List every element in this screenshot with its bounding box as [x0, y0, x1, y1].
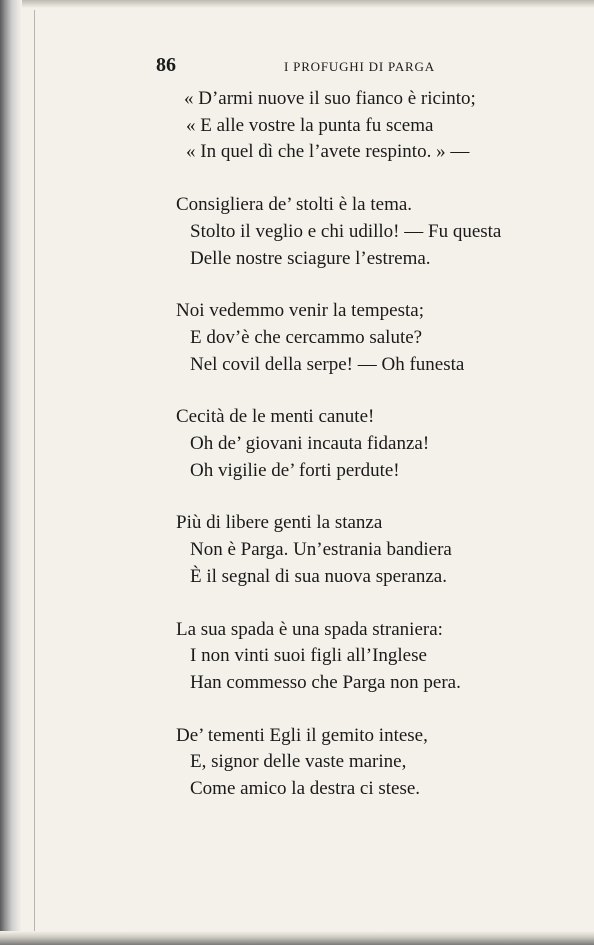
stanza — [0, 298, 594, 378]
page-top-edge — [0, 0, 594, 8]
stanza — [0, 86, 594, 166]
verse-line: Nel covil della serpe! — Oh funesta — [190, 353, 465, 375]
verse-line: La sua spada è una spada straniera: — [176, 618, 443, 640]
stanza — [0, 723, 594, 803]
poem-text — [0, 86, 594, 829]
running-title: I PROFUGHI DI PARGA — [284, 59, 435, 74]
verse-line: Noi vedemmo venir la tempesta; — [176, 300, 424, 322]
verse-line: Più di libere genti la stanza — [176, 512, 383, 534]
stanza — [0, 617, 594, 697]
verse-line: Non è Parga. Un’estrania bandiera — [190, 539, 452, 561]
verse-line: I non vinti suoi figli all’Inglese — [190, 645, 427, 667]
verse-line: Stolto il veglio e chi udillo! — Fu questa — [190, 220, 502, 242]
verse-line: Cecità de le menti canute! — [176, 406, 375, 428]
verse-line: « E alle vostre la punta fu scema — [186, 114, 434, 136]
stanza — [0, 192, 594, 272]
page-number: 86 — [156, 54, 176, 76]
verse-line: È il segnal di sua nuova speranza. — [190, 565, 447, 587]
verse-line: Oh de’ giovani incauta fidanza! — [190, 433, 430, 455]
verse-line: Oh vigilie de’ forti perdute! — [190, 459, 400, 481]
verse-line: De’ tementi Egli il gemito intese, — [176, 724, 428, 746]
page-header — [156, 54, 476, 78]
verse-line: « In quel dì che l’avete respinto. » — — [186, 141, 470, 163]
verse-line: E, signor delle vaste marine, — [190, 751, 407, 773]
verse-line: E dov’è che cercammo salute? — [190, 326, 423, 348]
verse-line: Consigliera de’ stolti è la tema. — [176, 194, 413, 216]
page-bottom-edge — [0, 931, 594, 945]
verse-line: Han commesso che Parga non pera. — [190, 671, 461, 693]
stanza — [0, 510, 594, 590]
verse-line: Delle nostre sciagure l’estrema. — [190, 247, 431, 269]
stanza — [0, 404, 594, 484]
verse-line: Come amico la destra ci stese. — [190, 778, 421, 800]
verse-line: « D’armi nuove il suo fianco è ricinto; — [184, 88, 476, 109]
